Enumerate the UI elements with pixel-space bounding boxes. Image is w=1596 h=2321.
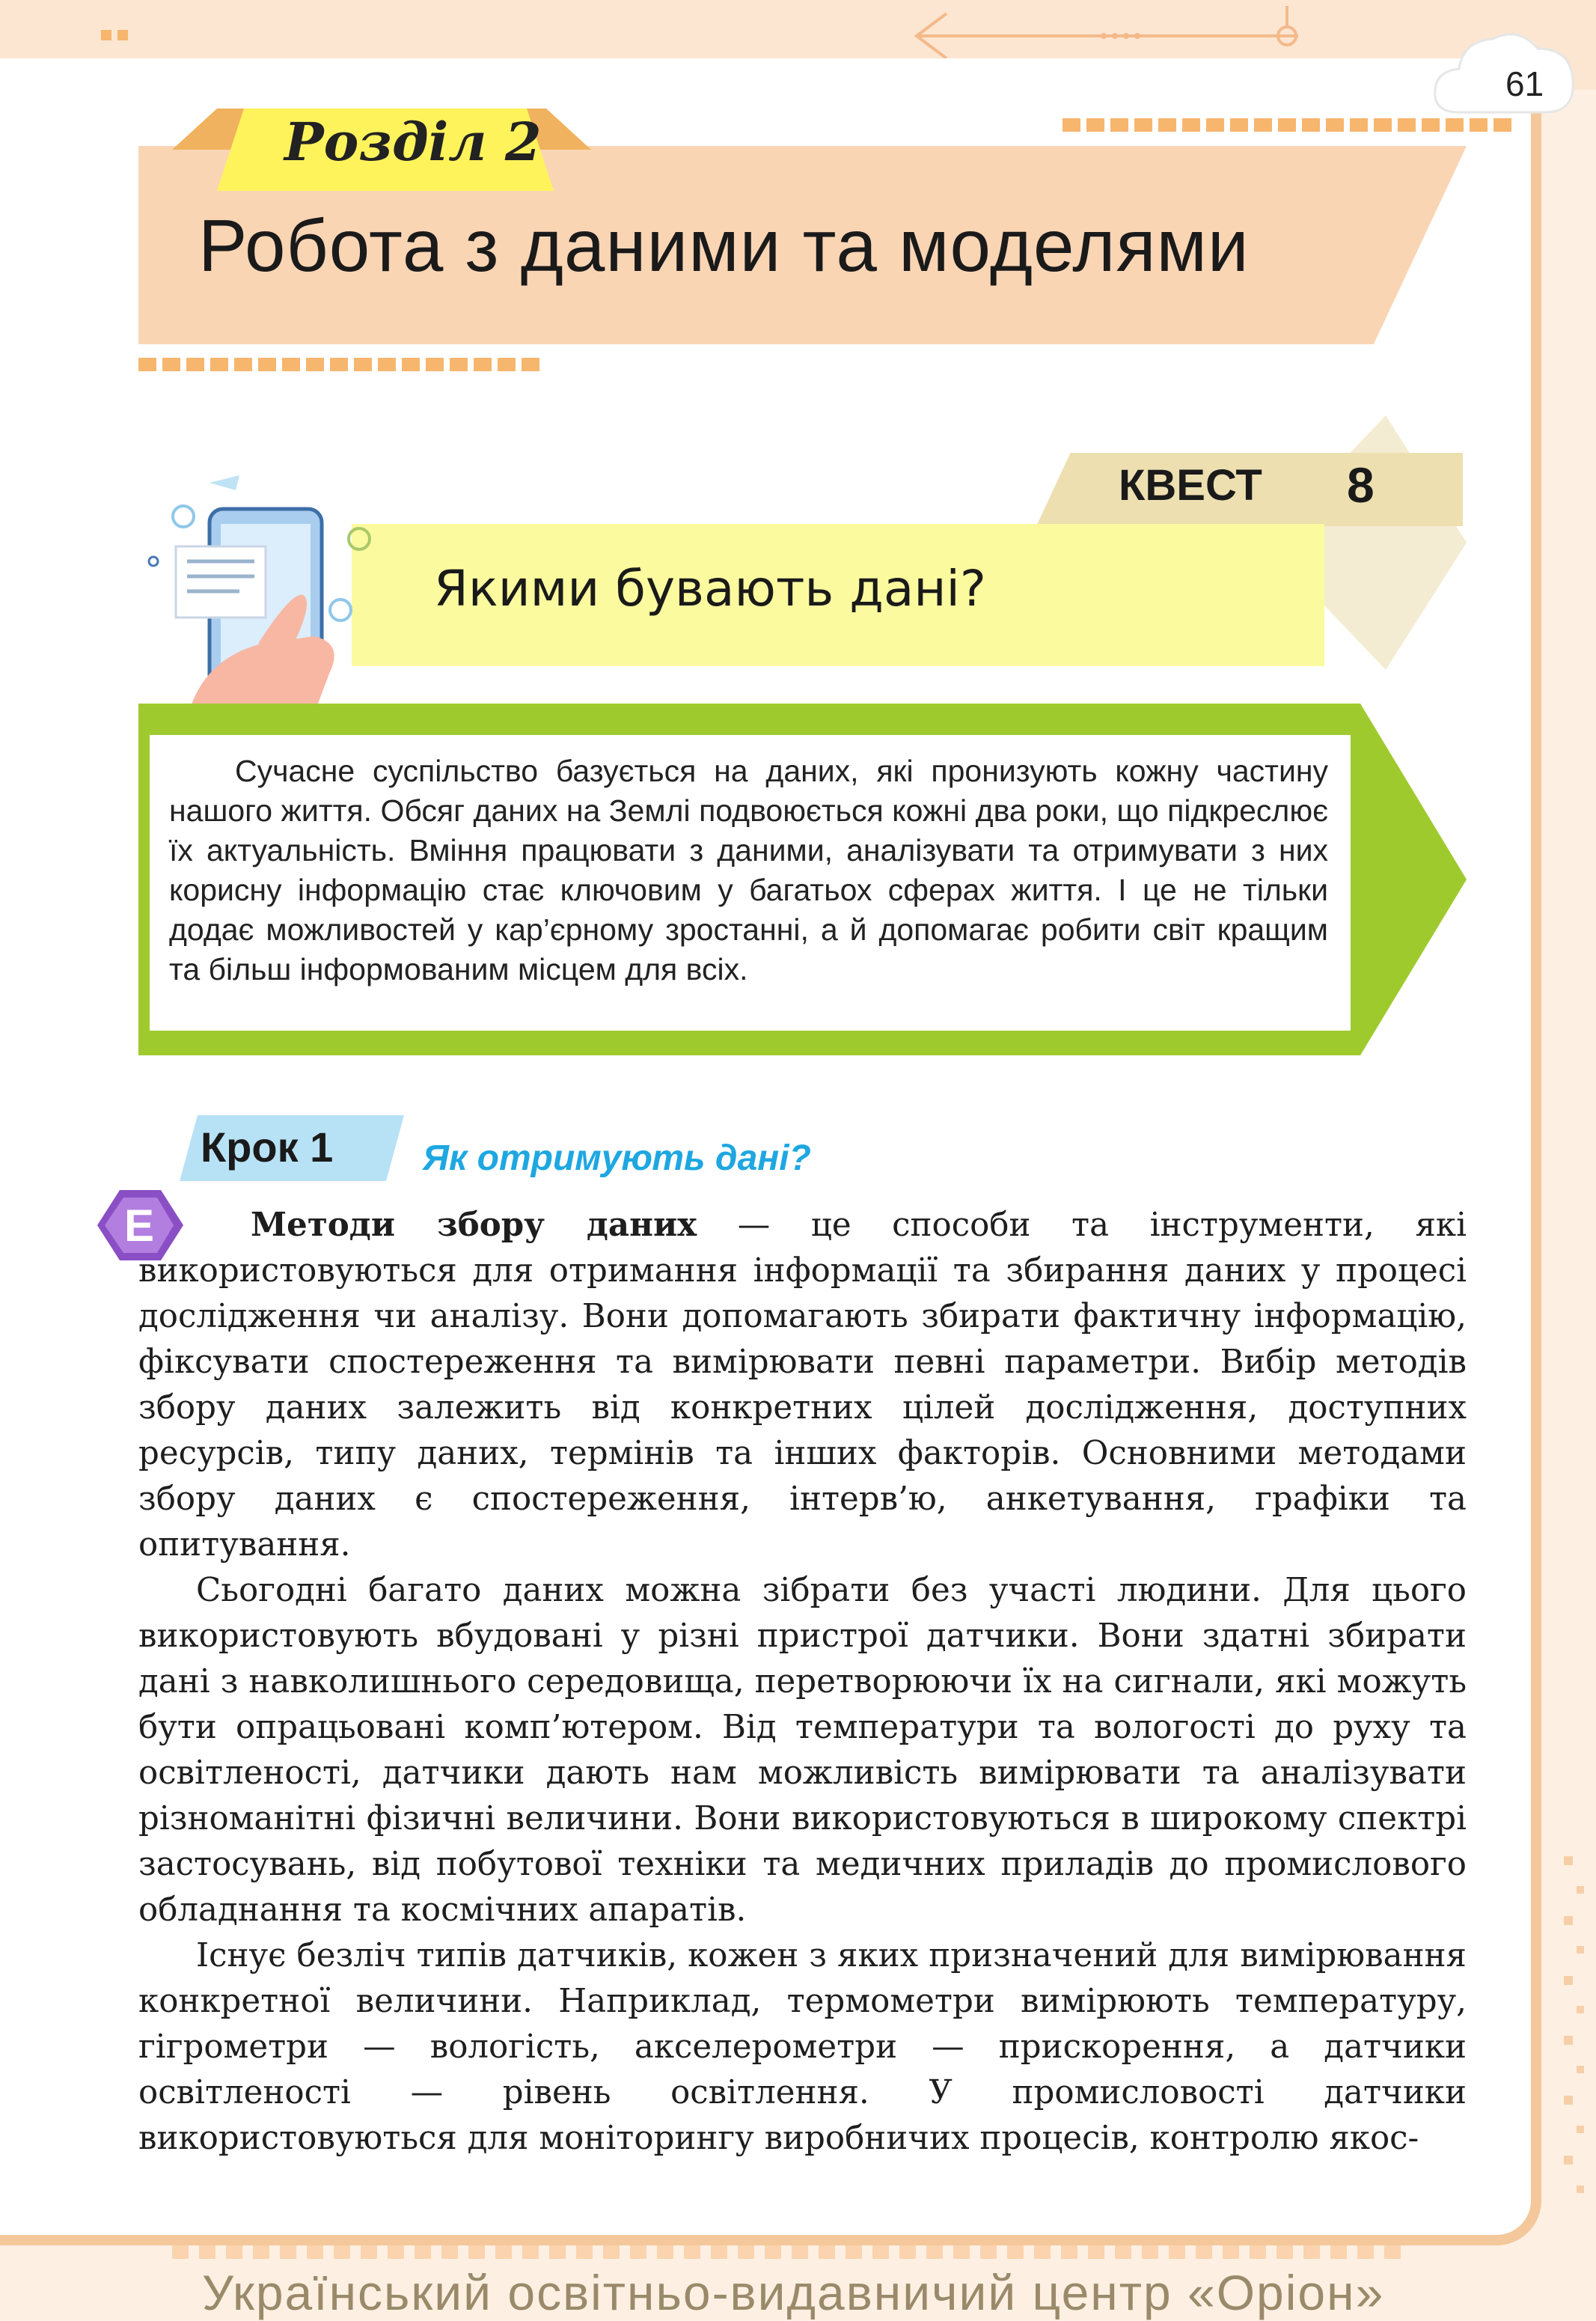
header-squares-left	[138, 358, 539, 371]
phone-illustration-icon	[142, 464, 389, 733]
e-badge-letter: E	[123, 1201, 155, 1251]
corner-squares	[101, 30, 128, 40]
quest-number: 8	[1347, 457, 1375, 513]
header-squares-right	[1063, 118, 1511, 132]
quest-label: КВЕСТ	[1119, 461, 1262, 510]
page-number: 61	[1505, 64, 1544, 103]
body-paragraph-1	[138, 1202, 1467, 1568]
footer-squares	[172, 2245, 1401, 2259]
step-question: Як отримують дані?	[423, 1138, 811, 1178]
quest-title: Якими бувають дані?	[434, 560, 986, 617]
cloud-icon	[1429, 22, 1579, 123]
chapter-label: Розділ 2	[284, 111, 542, 173]
publisher-footer: Український освітньо-видавничий центр «Оріон»	[202, 2265, 1385, 2320]
step-label: Крок 1	[201, 1123, 334, 1171]
intro-text: Сучасне суспільство базується на даних, які пронизують кожну частину нашого життя. Обсяг даних на Землі подвоюється кожні два роки, що підкреслює їх актуальність. Вміння працювати з даними, аналізувати та отримувати з них корисну інформацію стає ключовим у багатьох сферах життя. І це не тільки додає можливостей у кар’єрному зростанні, а й допомагає робити світ кращим та більш інформованим місцем для всіх.	[150, 735, 1351, 1031]
body-paragraph-3: Існує безліч типів датчиків, кожен з яких призначений для вимірювання конкретної величини. Наприклад, термометри вимірюють температуру, гігрометри — вологість, акселерометри — прискорення, а датчики освітленості — рівень освітлення. У промисловості датчики використовуються для моніторингу виробничих процесів, контролю якос-	[138, 1937, 1467, 2157]
side-dots-decoration	[1560, 1856, 1590, 2260]
body-text	[138, 1202, 1467, 2162]
chapter-title: Робота з даними та моделями	[198, 204, 1250, 287]
arrow-decoration-icon	[909, 6, 1313, 58]
paragraph-1-rest: — це способи та інструменти, які використовуються для отримання інформації та збирання даних у процесі дослідження чи аналізу. Вони допомагають збирати фактичну інформацію, фіксувати спостереження та вимірювати певні параметри. Вибір методів збору даних залежить від конкретних цілей дослідження, доступних ресурсів, типу даних, термінів та інших факторів. Основними методами збору даних є спостереження, інтерв’ю, анкетування, графіки та опитування.	[138, 1207, 1467, 1564]
term-data-collection-methods: Методи збору даних	[251, 1206, 697, 1244]
body-paragraph-2: Сьогодні багато даних можна зібрати без участі людини. Для цього використовують вбудовані у різні пристрої датчики. Вони здатні збирати дані з навколишнього середовища, перетворюючи їх на сигнали, які можуть бути опрацьовані комп’ютером. Від температури та вологості до руху та освітленості, датчики дають нам можливість вимірювати та аналізувати різноманітні фізичні величини. Вони використовуються в широкому спектрі застосувань, від побутової техніки та медичних приладів до промислового обладнання та космічних апаратів.	[138, 1572, 1467, 1929]
